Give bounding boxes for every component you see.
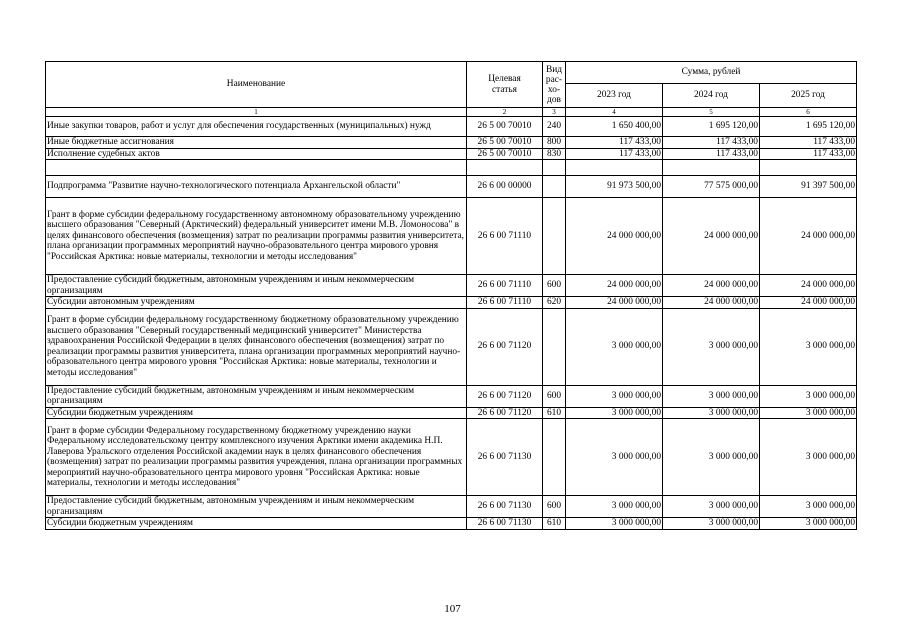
row-name: Субсидии бюджетным учреждениям bbox=[46, 518, 467, 530]
column-number: 2 bbox=[467, 108, 543, 117]
row-amount-2024: 24 000 000,00 bbox=[663, 198, 760, 275]
row-amount-2025: 3 000 000,00 bbox=[760, 308, 857, 385]
row-name: Субсидии автономным учреждениям bbox=[46, 297, 467, 309]
column-number: 6 bbox=[760, 108, 857, 117]
row-amount-2025: 3 000 000,00 bbox=[760, 496, 857, 518]
row-amount-2023: 3 000 000,00 bbox=[566, 496, 663, 518]
empty-cell bbox=[663, 160, 760, 176]
row-amount-2024: 24 000 000,00 bbox=[663, 275, 760, 297]
row-amount-2023: 3 000 000,00 bbox=[566, 385, 663, 407]
row-target-article: 26 6 00 71130 bbox=[467, 419, 543, 496]
row-target-article: 26 6 00 71120 bbox=[467, 407, 543, 419]
row-amount-2023: 3 000 000,00 bbox=[566, 407, 663, 419]
row-expense-type bbox=[543, 198, 566, 275]
row-amount-2024: 117 433,00 bbox=[663, 137, 760, 149]
header-target-article-line: статья bbox=[492, 84, 517, 95]
row-target-article: 26 6 00 00000 bbox=[467, 176, 543, 198]
budget-table bbox=[45, 61, 857, 530]
row-amount-2024: 24 000 000,00 bbox=[663, 297, 760, 309]
row-name: Предоставление субсидий бюджетным, автономным учреждениям и иным некоммерческим организациям bbox=[46, 385, 467, 407]
header-year-2024: 2024 год bbox=[663, 84, 760, 108]
column-number: 5 bbox=[663, 108, 760, 117]
empty-cell bbox=[760, 160, 857, 176]
header-expense-type-line: дов bbox=[547, 94, 561, 105]
row-amount-2025: 117 433,00 bbox=[760, 148, 857, 160]
row-amount-2023: 1 650 400,00 bbox=[566, 117, 663, 137]
row-expense-type: 240 bbox=[543, 117, 566, 137]
header-expense-type-line: рас- bbox=[545, 74, 563, 85]
header-expense-type-line: хо- bbox=[547, 84, 561, 95]
row-name: Грант в форме субсидии Федеральному государственному бюджетному учреждению науки Федеральному исследовательскому центру комплексного изучения Арктики имени академика Н.П. Лаверова Уральского отделения Российской академии наук в целях финансового обеспечения (возмещения) затрат по реализации программы развития учреждения, плана организации программных мероприятий научно-образовательного центра мирового уровня "Российская Арктика: новые материалы, технологии и методы исследования" bbox=[46, 419, 467, 496]
empty-cell bbox=[467, 160, 543, 176]
row-amount-2025: 3 000 000,00 bbox=[760, 385, 857, 407]
table-row bbox=[46, 407, 857, 419]
row-target-article: 26 6 00 71120 bbox=[467, 385, 543, 407]
row-amount-2023: 3 000 000,00 bbox=[566, 518, 663, 530]
table-row bbox=[46, 419, 857, 496]
empty-cell bbox=[543, 160, 566, 176]
row-amount-2023: 24 000 000,00 bbox=[566, 198, 663, 275]
page-number: 107 bbox=[444, 603, 461, 615]
row-expense-type: 600 bbox=[543, 275, 566, 297]
row-target-article: 26 6 00 71130 bbox=[467, 518, 543, 530]
row-amount-2024: 1 695 120,00 bbox=[663, 117, 760, 137]
header-year-2023: 2023 год bbox=[566, 84, 663, 108]
row-amount-2023: 117 433,00 bbox=[566, 137, 663, 149]
header-expense-type-line: Вид bbox=[545, 64, 563, 75]
header-expense-type bbox=[543, 62, 566, 108]
header-sum: Сумма, рублей bbox=[566, 62, 857, 84]
table-body bbox=[46, 108, 857, 530]
table-row bbox=[46, 137, 857, 149]
row-amount-2025: 24 000 000,00 bbox=[760, 275, 857, 297]
row-amount-2024: 77 575 000,00 bbox=[663, 176, 760, 198]
row-amount-2024: 3 000 000,00 bbox=[663, 419, 760, 496]
row-amount-2025: 117 433,00 bbox=[760, 137, 857, 149]
table-row bbox=[46, 518, 857, 530]
row-target-article: 26 5 00 70010 bbox=[467, 148, 543, 160]
row-amount-2024: 3 000 000,00 bbox=[663, 308, 760, 385]
empty-cell bbox=[566, 160, 663, 176]
row-name: Предоставление субсидий бюджетным, автономным учреждениям и иным некоммерческим организациям bbox=[46, 275, 467, 297]
row-expense-type: 600 bbox=[543, 385, 566, 407]
row-amount-2025: 3 000 000,00 bbox=[760, 419, 857, 496]
row-expense-type: 610 bbox=[543, 407, 566, 419]
row-amount-2025: 24 000 000,00 bbox=[760, 297, 857, 309]
row-amount-2023: 24 000 000,00 bbox=[566, 275, 663, 297]
column-number-row bbox=[46, 108, 857, 117]
subprogram-row bbox=[46, 176, 857, 198]
row-expense-type: 620 bbox=[543, 297, 566, 309]
row-name: Предоставление субсидий бюджетным, автономным учреждениям и иным некоммерческим организациям bbox=[46, 496, 467, 518]
row-amount-2023: 117 433,00 bbox=[566, 148, 663, 160]
table-row bbox=[46, 308, 857, 385]
row-expense-type bbox=[543, 419, 566, 496]
row-target-article: 26 5 00 70010 bbox=[467, 137, 543, 149]
row-amount-2025: 3 000 000,00 bbox=[760, 407, 857, 419]
row-amount-2025: 3 000 000,00 bbox=[760, 518, 857, 530]
row-name: Грант в форме субсидии федеральному государственному автономному образовательному учреждению высшего образования "Северный (Арктический) федеральный университет имени М.В. Ломоносова" в целях финансового обеспечения (возмещения) затрат по реализации программы развития университета, плана организации программных мероприятий научно-образовательного центра мирового уровня "Российская Арктика: новые материалы, технологии и методы исследования" bbox=[46, 198, 467, 275]
row-amount-2025: 1 695 120,00 bbox=[760, 117, 857, 137]
row-name: Иные бюджетные ассигнования bbox=[46, 137, 467, 149]
header-target-article-line: Целевая bbox=[488, 74, 521, 84]
row-target-article: 26 6 00 71110 bbox=[467, 297, 543, 309]
table-row bbox=[46, 198, 857, 275]
column-number: 4 bbox=[566, 108, 663, 117]
row-amount-2023: 3 000 000,00 bbox=[566, 419, 663, 496]
table-row bbox=[46, 148, 857, 160]
column-number: 3 bbox=[543, 108, 566, 117]
row-amount-2024: 3 000 000,00 bbox=[663, 385, 760, 407]
row-name: Грант в форме субсидии федеральному государственному бюджетному образовательному учреждению высшего образования "Северный государственный медицинский университет" Министерства здравоохранения Российской Федерации в целях финансового обеспечения (возмещения) затрат по реализации программы развития университета, плана организации программных мероприятий научно-образовательного центра мирового уровня "Российская Арктика: новые материалы, технологии и методы исследования" bbox=[46, 308, 467, 385]
row-name: Иные закупки товаров, работ и услуг для обеспечения государственных (муниципальных) нужд bbox=[46, 117, 467, 137]
row-target-article: 26 6 00 71130 bbox=[467, 496, 543, 518]
row-amount-2024: 3 000 000,00 bbox=[663, 518, 760, 530]
row-target-article: 26 6 00 71120 bbox=[467, 308, 543, 385]
column-number: 1 bbox=[46, 108, 467, 117]
row-target-article: 26 6 00 71110 bbox=[467, 275, 543, 297]
row-expense-type: 600 bbox=[543, 496, 566, 518]
row-amount-2023: 91 973 500,00 bbox=[566, 176, 663, 198]
row-amount-2024: 3 000 000,00 bbox=[663, 407, 760, 419]
row-target-article: 26 6 00 71110 bbox=[467, 198, 543, 275]
row-amount-2023: 24 000 000,00 bbox=[566, 297, 663, 309]
row-target-article: 26 5 00 70010 bbox=[467, 117, 543, 137]
header-year-2025: 2025 год bbox=[760, 84, 857, 108]
row-amount-2025: 91 397 500,00 bbox=[760, 176, 857, 198]
empty-cell bbox=[46, 160, 467, 176]
header-target-article bbox=[467, 62, 543, 108]
row-expense-type bbox=[543, 308, 566, 385]
row-amount-2024: 117 433,00 bbox=[663, 148, 760, 160]
table-row bbox=[46, 275, 857, 297]
table-row bbox=[46, 297, 857, 309]
row-name: Субсидии бюджетным учреждениям bbox=[46, 407, 467, 419]
row-expense-type bbox=[543, 176, 566, 198]
row-name: Исполнение судебных актов bbox=[46, 148, 467, 160]
row-amount-2024: 3 000 000,00 bbox=[663, 496, 760, 518]
row-expense-type: 610 bbox=[543, 518, 566, 530]
table-row bbox=[46, 385, 857, 407]
table-row bbox=[46, 496, 857, 518]
spacer-row bbox=[46, 160, 857, 176]
row-name: Подпрограмма "Развитие научно-технологического потенциала Архангельской области" bbox=[46, 176, 467, 198]
row-amount-2023: 3 000 000,00 bbox=[566, 308, 663, 385]
row-expense-type: 800 bbox=[543, 137, 566, 149]
row-amount-2025: 24 000 000,00 bbox=[760, 198, 857, 275]
row-expense-type: 830 bbox=[543, 148, 566, 160]
table-row bbox=[46, 117, 857, 137]
header-name: Наименование bbox=[46, 62, 467, 108]
